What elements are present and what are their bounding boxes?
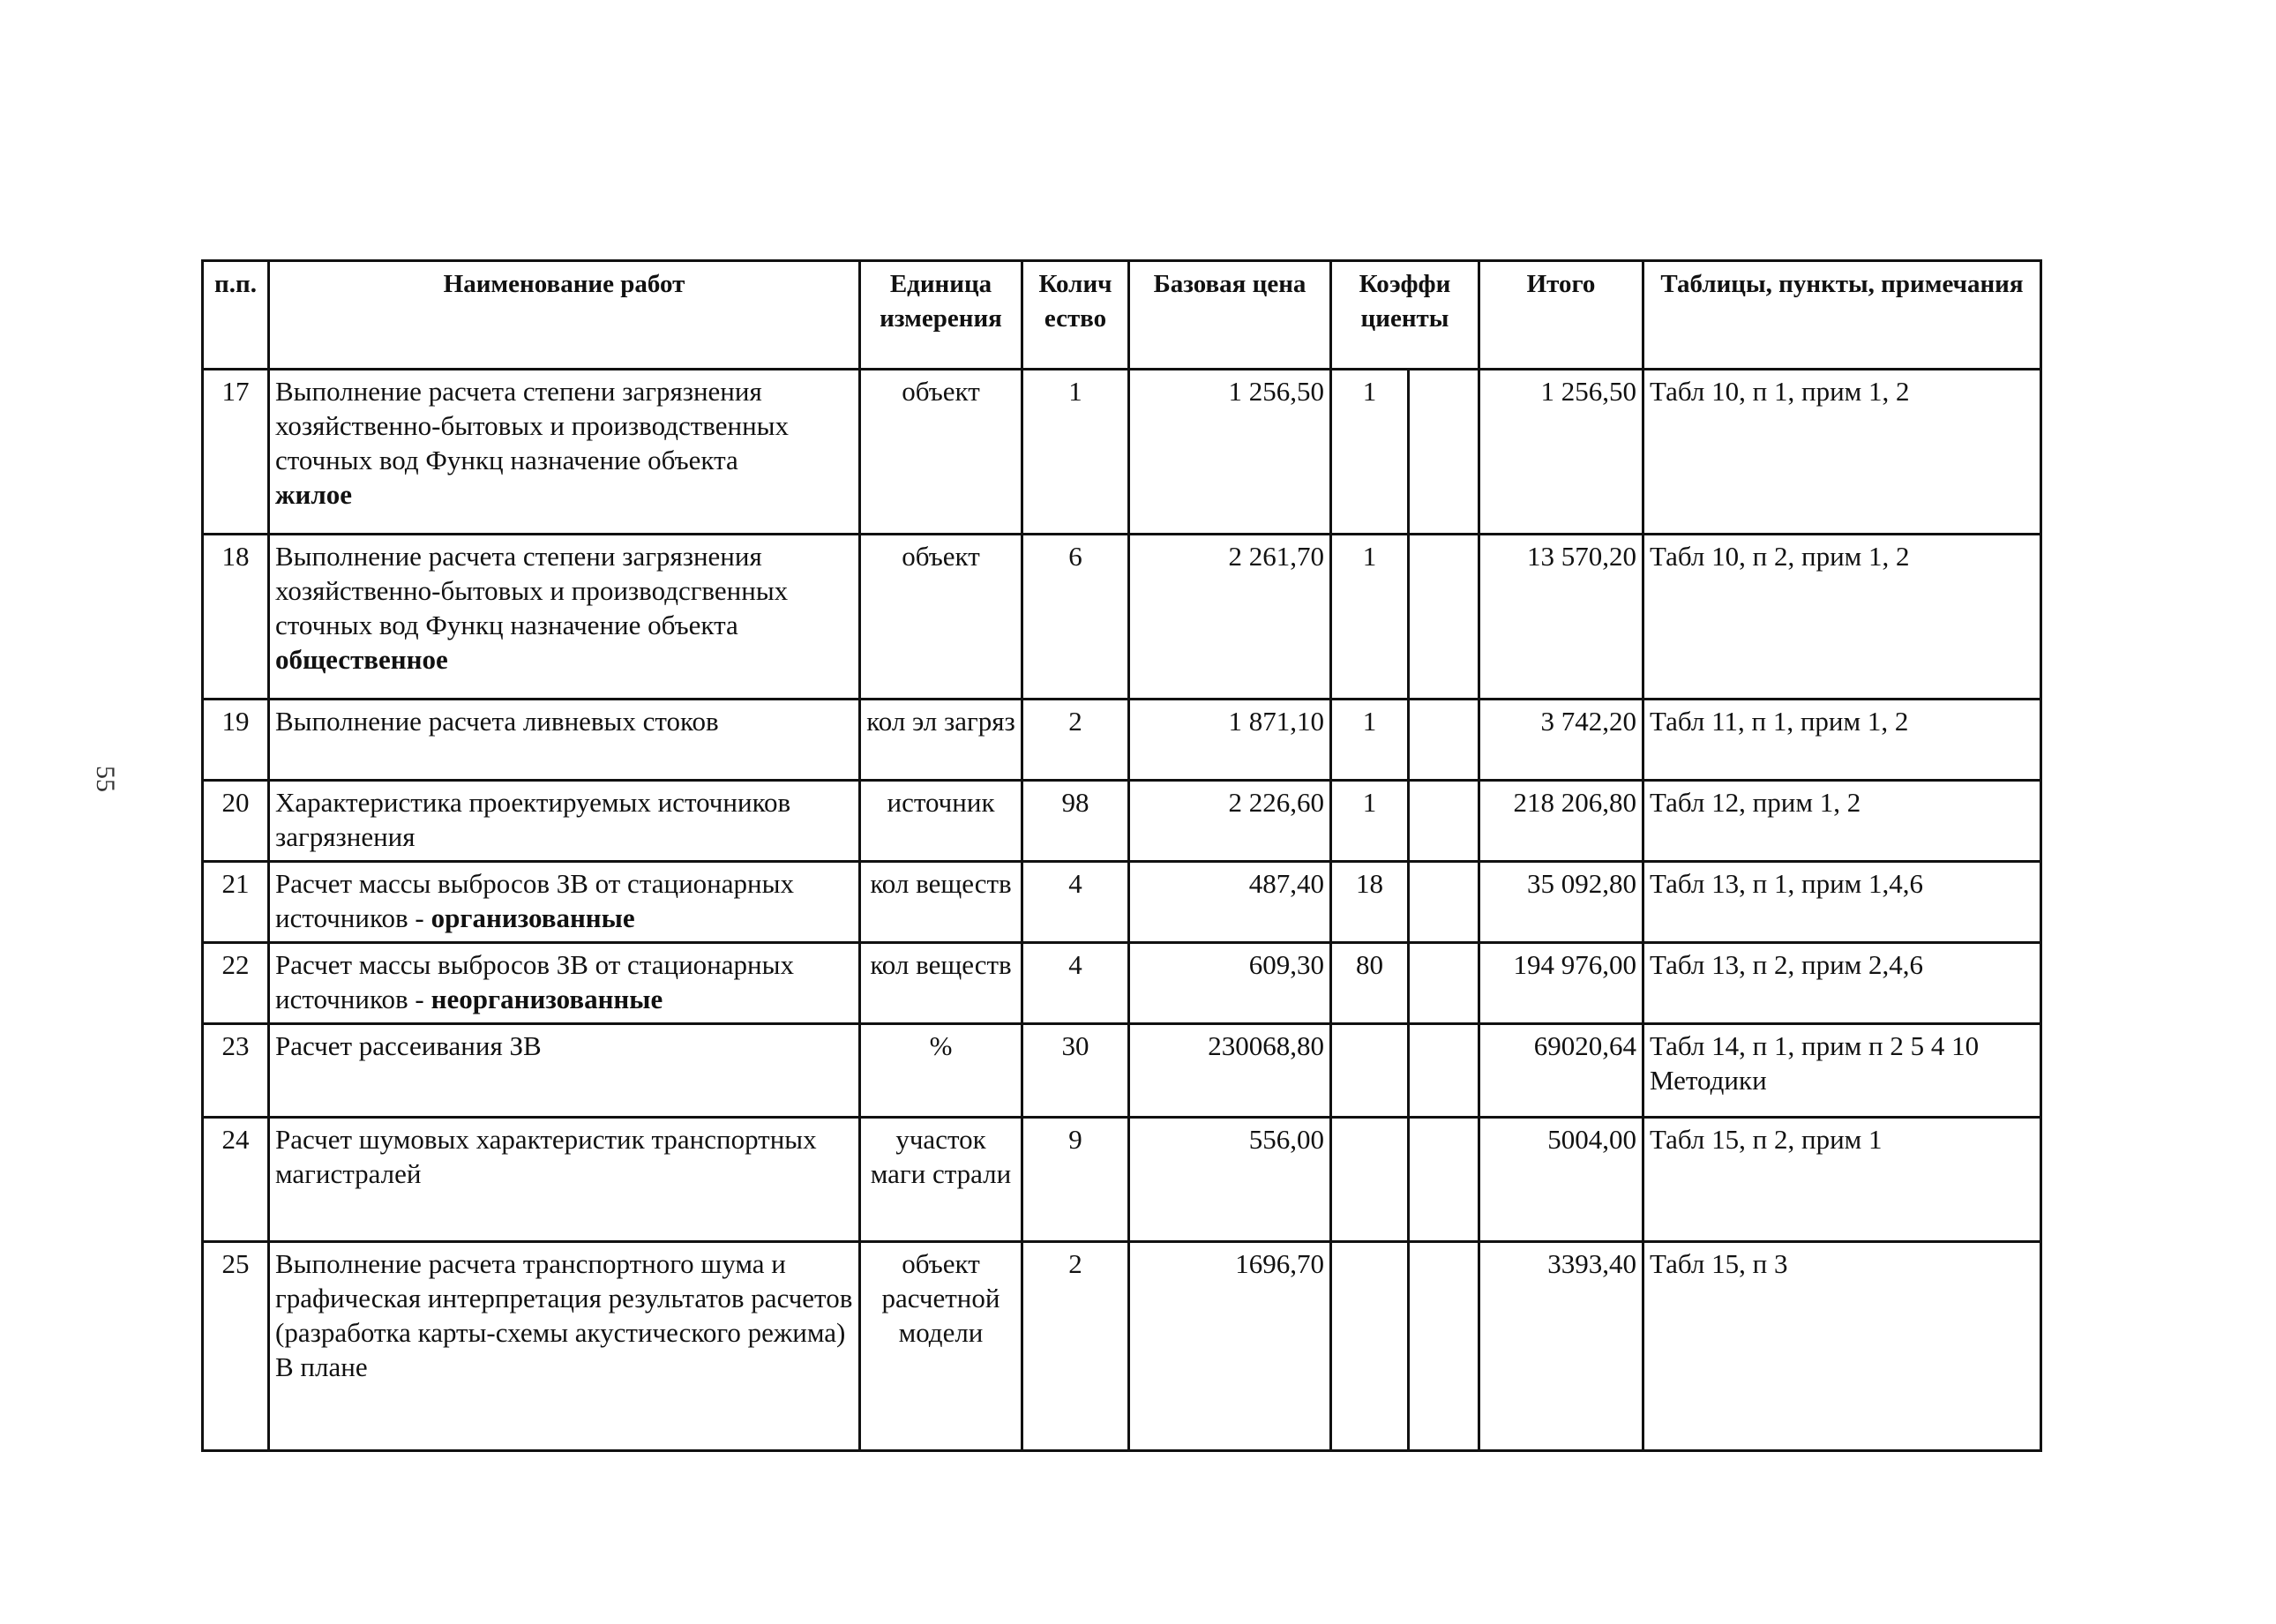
- row-price: 487,40: [1129, 862, 1331, 943]
- row-coef-1: [1331, 1118, 1409, 1242]
- row-num: 21: [203, 862, 269, 943]
- table-row: [203, 535, 2041, 700]
- row-name: [269, 1242, 860, 1451]
- row-notes: Табл 15, п 3: [1643, 1242, 2041, 1451]
- row-num: 25: [203, 1242, 269, 1451]
- row-coef-2: [1409, 862, 1479, 943]
- row-coef-2: [1409, 1024, 1479, 1118]
- row-qty: 4: [1022, 943, 1129, 1024]
- row-coef-1: 80: [1331, 943, 1409, 1024]
- row-coef-2: [1409, 1242, 1479, 1451]
- row-total: 69020,64: [1479, 1024, 1643, 1118]
- row-name: [269, 862, 860, 943]
- row-total: 35 092,80: [1479, 862, 1643, 943]
- row-unit: объект расчетной модели: [860, 1242, 1022, 1451]
- row-price: 1696,70: [1129, 1242, 1331, 1451]
- row-notes: Табл 12, прим 1, 2: [1643, 781, 2041, 862]
- header-price: Базовая цена: [1129, 261, 1331, 370]
- row-notes: Табл 11, п 1, прим 1, 2: [1643, 700, 2041, 781]
- row-unit: объект: [860, 535, 1022, 700]
- row-coef-1: 1: [1331, 535, 1409, 700]
- row-price: 2 226,60: [1129, 781, 1331, 862]
- header-coef: Коэффи циенты: [1331, 261, 1479, 370]
- row-notes: Табл 14, п 1, прим п 2 5 4 10 Методики: [1643, 1024, 2041, 1118]
- table-row: [203, 700, 2041, 781]
- row-name: [269, 781, 860, 862]
- row-name-text: Расчет рассеивания ЗВ: [275, 1030, 542, 1061]
- row-coef-2: [1409, 1118, 1479, 1242]
- row-qty: 9: [1022, 1118, 1129, 1242]
- row-name-text: Выполнение расчета ливневых стоков: [275, 706, 719, 737]
- row-coef-2: [1409, 943, 1479, 1024]
- row-coef-2: [1409, 535, 1479, 700]
- header-qty: Колич ество: [1022, 261, 1129, 370]
- row-name-text: Расчет массы выбросов ЗВ от стационарных источников -: [275, 868, 794, 933]
- row-coef-1: 18: [1331, 862, 1409, 943]
- row-price: 230068,80: [1129, 1024, 1331, 1118]
- row-name-text: Расчет шумовых характеристик транспортных магистралей: [275, 1124, 817, 1189]
- row-name-text: Выполнение расчета степени загрязнения хозяйственно-бытовых и производсгвенных сточных вод Функц назначение объекта: [275, 541, 789, 640]
- row-qty: 4: [1022, 862, 1129, 943]
- row-total: 3 742,20: [1479, 700, 1643, 781]
- row-num: 18: [203, 535, 269, 700]
- row-num: 24: [203, 1118, 269, 1242]
- row-total: 13 570,20: [1479, 535, 1643, 700]
- row-unit: участок маги страли: [860, 1118, 1022, 1242]
- table-row: [203, 943, 2041, 1024]
- table-row: [203, 781, 2041, 862]
- row-unit: кол веществ: [860, 862, 1022, 943]
- header-name: Наименование работ: [269, 261, 860, 370]
- row-notes: Табл 13, п 1, прим 1,4,6: [1643, 862, 2041, 943]
- row-price: 609,30: [1129, 943, 1331, 1024]
- row-name-bold: жилое: [275, 479, 352, 510]
- row-num: 17: [203, 370, 269, 535]
- row-coef-1: 1: [1331, 370, 1409, 535]
- page-number: 55: [91, 766, 120, 792]
- row-coef-2: [1409, 700, 1479, 781]
- table-row: [203, 1242, 2041, 1451]
- row-total: 3393,40: [1479, 1242, 1643, 1451]
- row-notes: Табл 10, п 1, прим 1, 2: [1643, 370, 2041, 535]
- row-total: 1 256,50: [1479, 370, 1643, 535]
- row-num: 23: [203, 1024, 269, 1118]
- row-price: 1 871,10: [1129, 700, 1331, 781]
- row-unit: кол веществ: [860, 943, 1022, 1024]
- row-notes: Табл 15, п 2, прим 1: [1643, 1118, 2041, 1242]
- row-num: 22: [203, 943, 269, 1024]
- works-table: [201, 259, 2042, 1452]
- row-name: [269, 535, 860, 700]
- row-name: [269, 700, 860, 781]
- row-name-bold: общественное: [275, 644, 448, 675]
- row-price: 2 261,70: [1129, 535, 1331, 700]
- row-total: 194 976,00: [1479, 943, 1643, 1024]
- row-qty: 6: [1022, 535, 1129, 700]
- row-name-text: Выполнение расчета транспортного шума и графическая интерпретация результатов расчетов (разработка карты-схемы акустического режима) В плане: [275, 1248, 853, 1382]
- row-coef-2: [1409, 781, 1479, 862]
- row-name-bold: неорганизованные: [430, 984, 663, 1014]
- table-row: [203, 1024, 2041, 1118]
- row-coef-1: 1: [1331, 700, 1409, 781]
- table-row: [203, 370, 2041, 535]
- table-row: [203, 1118, 2041, 1242]
- row-qty: 98: [1022, 781, 1129, 862]
- row-notes: Табл 10, п 2, прим 1, 2: [1643, 535, 2041, 700]
- row-coef-1: 1: [1331, 781, 1409, 862]
- row-name: [269, 1118, 860, 1242]
- row-num: 20: [203, 781, 269, 862]
- row-coef-1: [1331, 1242, 1409, 1451]
- table-row: [203, 862, 2041, 943]
- row-name-text: Характеристика проектируемых источников загрязнения: [275, 787, 791, 852]
- row-name: [269, 943, 860, 1024]
- row-unit: объект: [860, 370, 1022, 535]
- row-name-bold: организованные: [430, 902, 635, 933]
- row-qty: 2: [1022, 1242, 1129, 1451]
- row-qty: 1: [1022, 370, 1129, 535]
- row-name-text: Выполнение расчета степени загрязнения хозяйственно-бытовых и производственных сточных вод Функц назначение объекта: [275, 376, 789, 475]
- row-unit: источник: [860, 781, 1022, 862]
- row-coef-1: [1331, 1024, 1409, 1118]
- row-num: 19: [203, 700, 269, 781]
- row-name: [269, 1024, 860, 1118]
- header-unit: Единица измерения: [860, 261, 1022, 370]
- row-coef-2: [1409, 370, 1479, 535]
- row-qty: 30: [1022, 1024, 1129, 1118]
- row-qty: 2: [1022, 700, 1129, 781]
- row-name-text: Расчет массы выбросов ЗВ от стационарных источников -: [275, 949, 794, 1014]
- table-header-row: [203, 261, 2041, 370]
- row-total: 5004,00: [1479, 1118, 1643, 1242]
- header-num: п.п.: [203, 261, 269, 370]
- row-total: 218 206,80: [1479, 781, 1643, 862]
- row-price: 556,00: [1129, 1118, 1331, 1242]
- row-unit: кол эл загряз: [860, 700, 1022, 781]
- row-name: [269, 370, 860, 535]
- row-price: 1 256,50: [1129, 370, 1331, 535]
- header-total: Итого: [1479, 261, 1643, 370]
- header-notes: Таблицы, пункты, примечания: [1643, 261, 2041, 370]
- row-notes: Табл 13, п 2, прим 2,4,6: [1643, 943, 2041, 1024]
- row-unit: %: [860, 1024, 1022, 1118]
